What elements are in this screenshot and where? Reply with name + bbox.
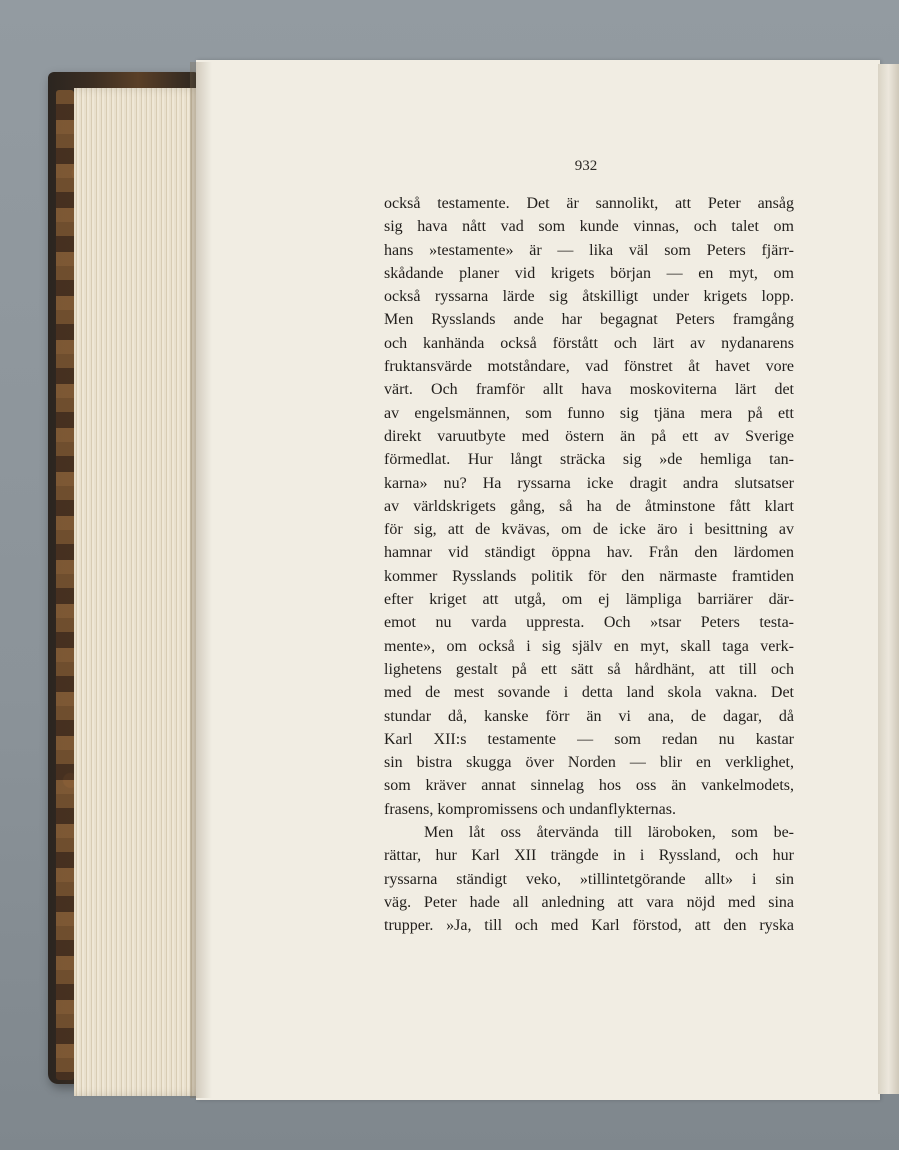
text-line: direkt varuutbyte med östern än på ett av Sverige <box>384 427 794 445</box>
text-line: Men Rysslands ande har begagnat Peters framgång <box>384 311 794 329</box>
text-line: karna» nu? Ha ryssarna icke dragit andra slutsatser <box>384 474 794 492</box>
text-line: mente», om också i sig själv en myt, skall taga verk- <box>384 637 794 655</box>
text-line: med de mest sovande i detta land skola vakna. Det <box>384 684 794 702</box>
text-line: lighetens gestalt på ett sätt så hårdhänt, att till och <box>384 660 794 678</box>
text-line: skådande planer vid krigets början — en myt, om <box>384 264 794 282</box>
text-line: fruktansvärde motståndare, vad fönstret åt havet vore <box>384 358 794 376</box>
text-line: sin bistra skugga över Norden — blir en verklighet, <box>384 754 794 772</box>
text-line: av världskrigets gång, så ha de åtminstone fått klart <box>384 497 794 515</box>
body-text <box>384 192 794 938</box>
text-line: hans »testamente» är — lika väl som Peters fjärr- <box>384 241 794 259</box>
text-line: väg. Peter hade all anledning att vara nöjd med sina <box>384 893 794 911</box>
text-line: sig hava nått vad som kunde vinnas, och talet om <box>384 218 794 236</box>
text-line: värt. Och framför allt hava moskoviterna lärt det <box>384 381 794 399</box>
text-line: Men låt oss återvända till läroboken, som be- <box>424 824 794 842</box>
text-line: av engelsmännen, som funno sig tjäna mera på ett <box>384 404 794 422</box>
text-line: ryssarna ständigt veko, »tillintetgörande allt» i sin <box>384 870 794 888</box>
text-line: frasens, kompromissens och undanflykternas. <box>384 800 676 818</box>
text-line: trupper. »Ja, till och med Karl förstod, att den ryska <box>384 917 794 935</box>
text-line: också ryssarna lärde sig åtskilligt under krigets lopp. <box>384 288 794 306</box>
text-line: efter kriget att utgå, om ej lämpliga barriärer där- <box>384 591 794 609</box>
text-line: rättar, hur Karl XII trängde in i Ryssland, och hur <box>384 847 794 865</box>
text-line: och kanhända också förstått och lärt av nydanarens <box>384 334 794 352</box>
text-line: hamnar vid ständigt öppna hav. Från den lärdomen <box>384 544 794 562</box>
page-number: 932 <box>574 158 598 174</box>
text-line: förmedlat. Hur långt sträcka sig »de hemliga tan- <box>384 451 794 469</box>
text-line: också testamente. Det är sannolikt, att Peter ansåg <box>384 195 794 212</box>
marbled-edge <box>56 90 74 1080</box>
text-line: stundar då, kanske förr än vi ana, de dagar, då <box>384 707 794 725</box>
text-line: som kräver annat sinnelag hos oss än vankelmodets, <box>384 777 794 795</box>
page-gutter-shadow <box>190 62 212 1098</box>
text-line: Karl XII:s testamente — som redan nu kastar <box>384 730 794 748</box>
text-line: kommer Rysslands politik för den närmaste framtiden <box>384 567 794 585</box>
next-page-edge <box>878 64 899 1094</box>
text-line: emot nu varda uppresta. Och »tsar Peters testa- <box>384 614 794 632</box>
text-line: för sig, att de kvävas, om de icke äro i besittning av <box>384 521 794 539</box>
page-block-stack <box>74 88 206 1096</box>
